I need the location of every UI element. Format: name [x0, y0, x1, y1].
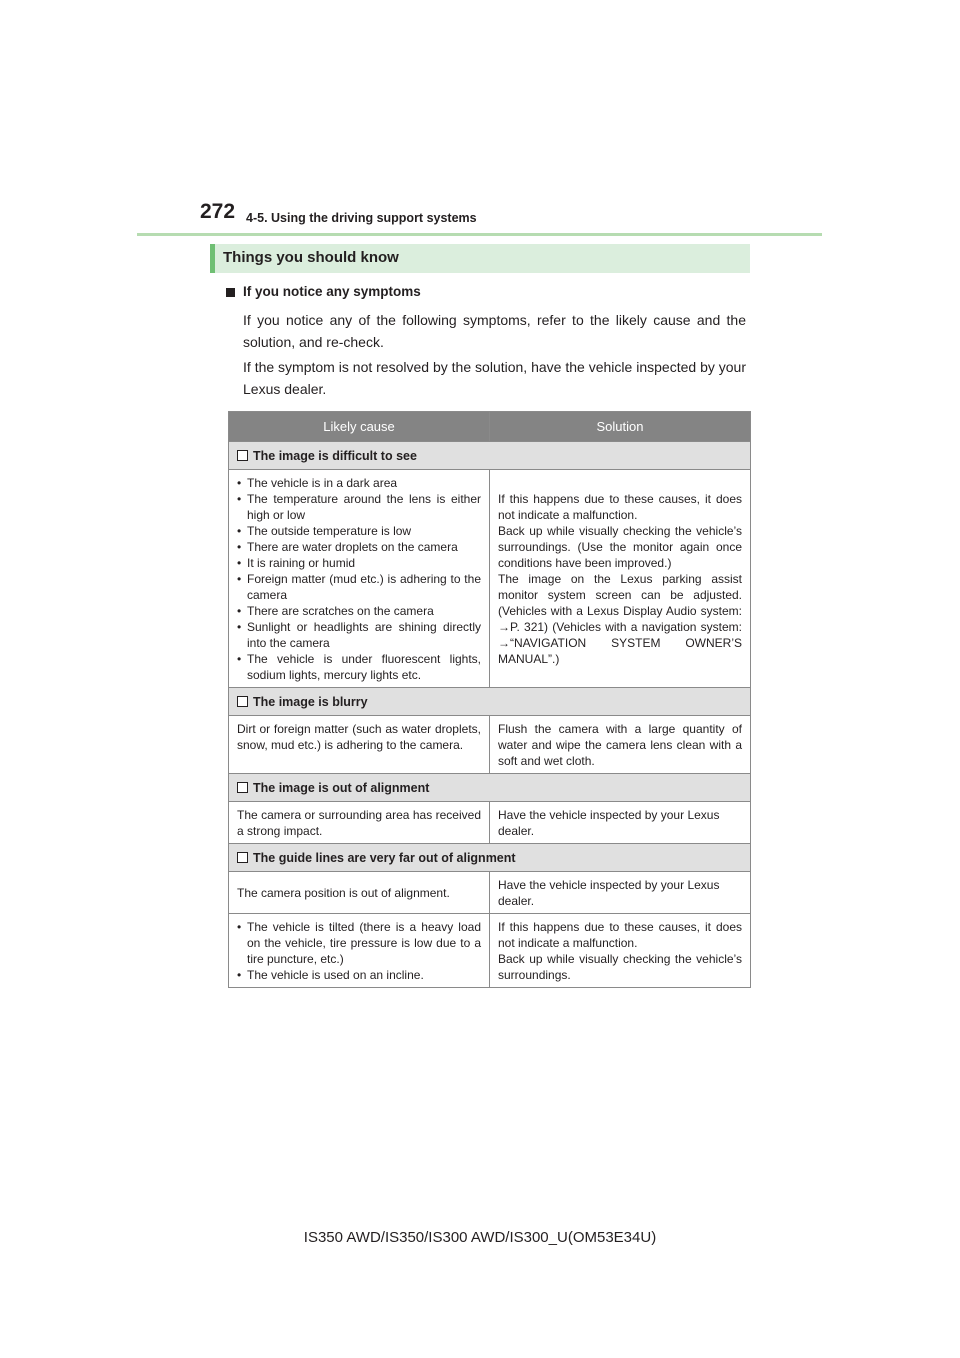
solution-cell: Have the vehicle inspected by your Lexus dealer.: [490, 872, 751, 914]
category-title: The guide lines are very far out of alignment: [253, 851, 516, 865]
solution-text: Back up while visually checking the vehicle’s surroundings.: [498, 952, 742, 982]
category-cell: [229, 442, 751, 470]
table-row: [229, 716, 751, 774]
cause-list: [237, 475, 481, 683]
solution-text: The image on the Lexus parking assist monitor system screen can be adjusted. (Vehicles with a Lexus Display Audio system: →P. 321) (Vehicles with a navigation system: →“NAVIGATION SYSTEM OWNER’S MANUAL”.): [498, 572, 742, 666]
list-item: • The outside temperature is low: [237, 523, 481, 539]
inspection-paragraph: If the symptom is not resolved by the solution, have the vehicle inspected by your Lexus dealer.: [243, 359, 746, 397]
solution-text: Back up while visually checking the vehicle’s surroundings. (Use the monitor again once conditions have been improved.): [498, 524, 742, 570]
checkbox-icon: [237, 696, 248, 707]
symptom-table: [228, 411, 751, 988]
header-rule: [137, 233, 822, 236]
things-to-know-banner: [210, 244, 750, 273]
column-header-solution: Solution: [490, 412, 751, 442]
category-cell: [229, 844, 751, 872]
list-item: • There are water droplets on the camera: [237, 539, 481, 555]
list-item: • The vehicle is under fluorescent lights, sodium lights, mercury lights etc.: [237, 651, 481, 683]
category-row: [229, 442, 751, 470]
cause-cell: The camera position is out of alignment.: [229, 872, 490, 914]
table-header-row: [229, 412, 751, 442]
solution-cell: [490, 914, 751, 988]
solution-text: If this happens due to these causes, it does not indicate a malfunction.: [498, 492, 742, 522]
category-cell: [229, 774, 751, 802]
category-title: The image is blurry: [253, 695, 368, 709]
list-item: • There are scratches on the camera: [237, 603, 481, 619]
list-item: • The vehicle is in a dark area: [237, 475, 481, 491]
list-item: • The temperature around the lens is either high or low: [237, 491, 481, 523]
table-row: [229, 470, 751, 688]
solution-cell: Flush the camera with a large quantity of water and wipe the camera lens clean with a soft and wet cloth.: [490, 716, 751, 774]
banner-title: Things you should know: [223, 249, 399, 266]
cause-cell: [229, 470, 490, 688]
section-title: If you notice any symptoms: [243, 284, 421, 299]
category-title: The image is out of alignment: [253, 781, 430, 795]
category-cell: [229, 688, 751, 716]
list-item: • Sunlight or headlights are shining directly into the camera: [237, 619, 481, 651]
banner-accent-bar: [210, 244, 215, 273]
category-title: The image is difficult to see: [253, 449, 417, 463]
list-item: • The vehicle is used on an incline.: [237, 967, 481, 983]
table-row: [229, 802, 751, 844]
column-header-cause: Likely cause: [229, 412, 490, 442]
checkbox-icon: [237, 782, 248, 793]
category-row: [229, 774, 751, 802]
solution-cell: Have the vehicle inspected by your Lexus dealer.: [490, 802, 751, 844]
table-row: [229, 872, 751, 914]
cause-cell: [229, 914, 490, 988]
list-item: • It is raining or humid: [237, 555, 481, 571]
list-item: • Foreign matter (mud etc.) is adhering to the camera: [237, 571, 481, 603]
footer-model-code: IS350 AWD/IS350/IS300 AWD/IS300_U(OM53E34U): [303, 1229, 657, 1246]
chapter-title: 4-5. Using the driving support systems: [246, 211, 477, 225]
table-row: [229, 914, 751, 988]
solution-cell: [490, 470, 751, 688]
list-item: • The vehicle is tilted (there is a heavy load on the vehicle, tire pressure is low due to a tire puncture, etc.): [237, 919, 481, 967]
page-number: 272: [200, 200, 236, 223]
category-row: [229, 844, 751, 872]
solution-text: If this happens due to these causes, it does not indicate a malfunction.: [498, 920, 742, 950]
square-bullet-icon: [226, 288, 235, 297]
checkbox-icon: [237, 852, 248, 863]
cause-cell: Dirt or foreign matter (such as water droplets, snow, mud etc.) is adhering to the camera.: [229, 716, 490, 774]
category-row: [229, 688, 751, 716]
checkbox-icon: [237, 450, 248, 461]
cause-list: [237, 919, 481, 983]
cause-cell: The camera or surrounding area has received a strong impact.: [229, 802, 490, 844]
intro-paragraph: If you notice any of the following symptoms, refer to the likely cause and the solution, and re-check.: [243, 312, 746, 350]
